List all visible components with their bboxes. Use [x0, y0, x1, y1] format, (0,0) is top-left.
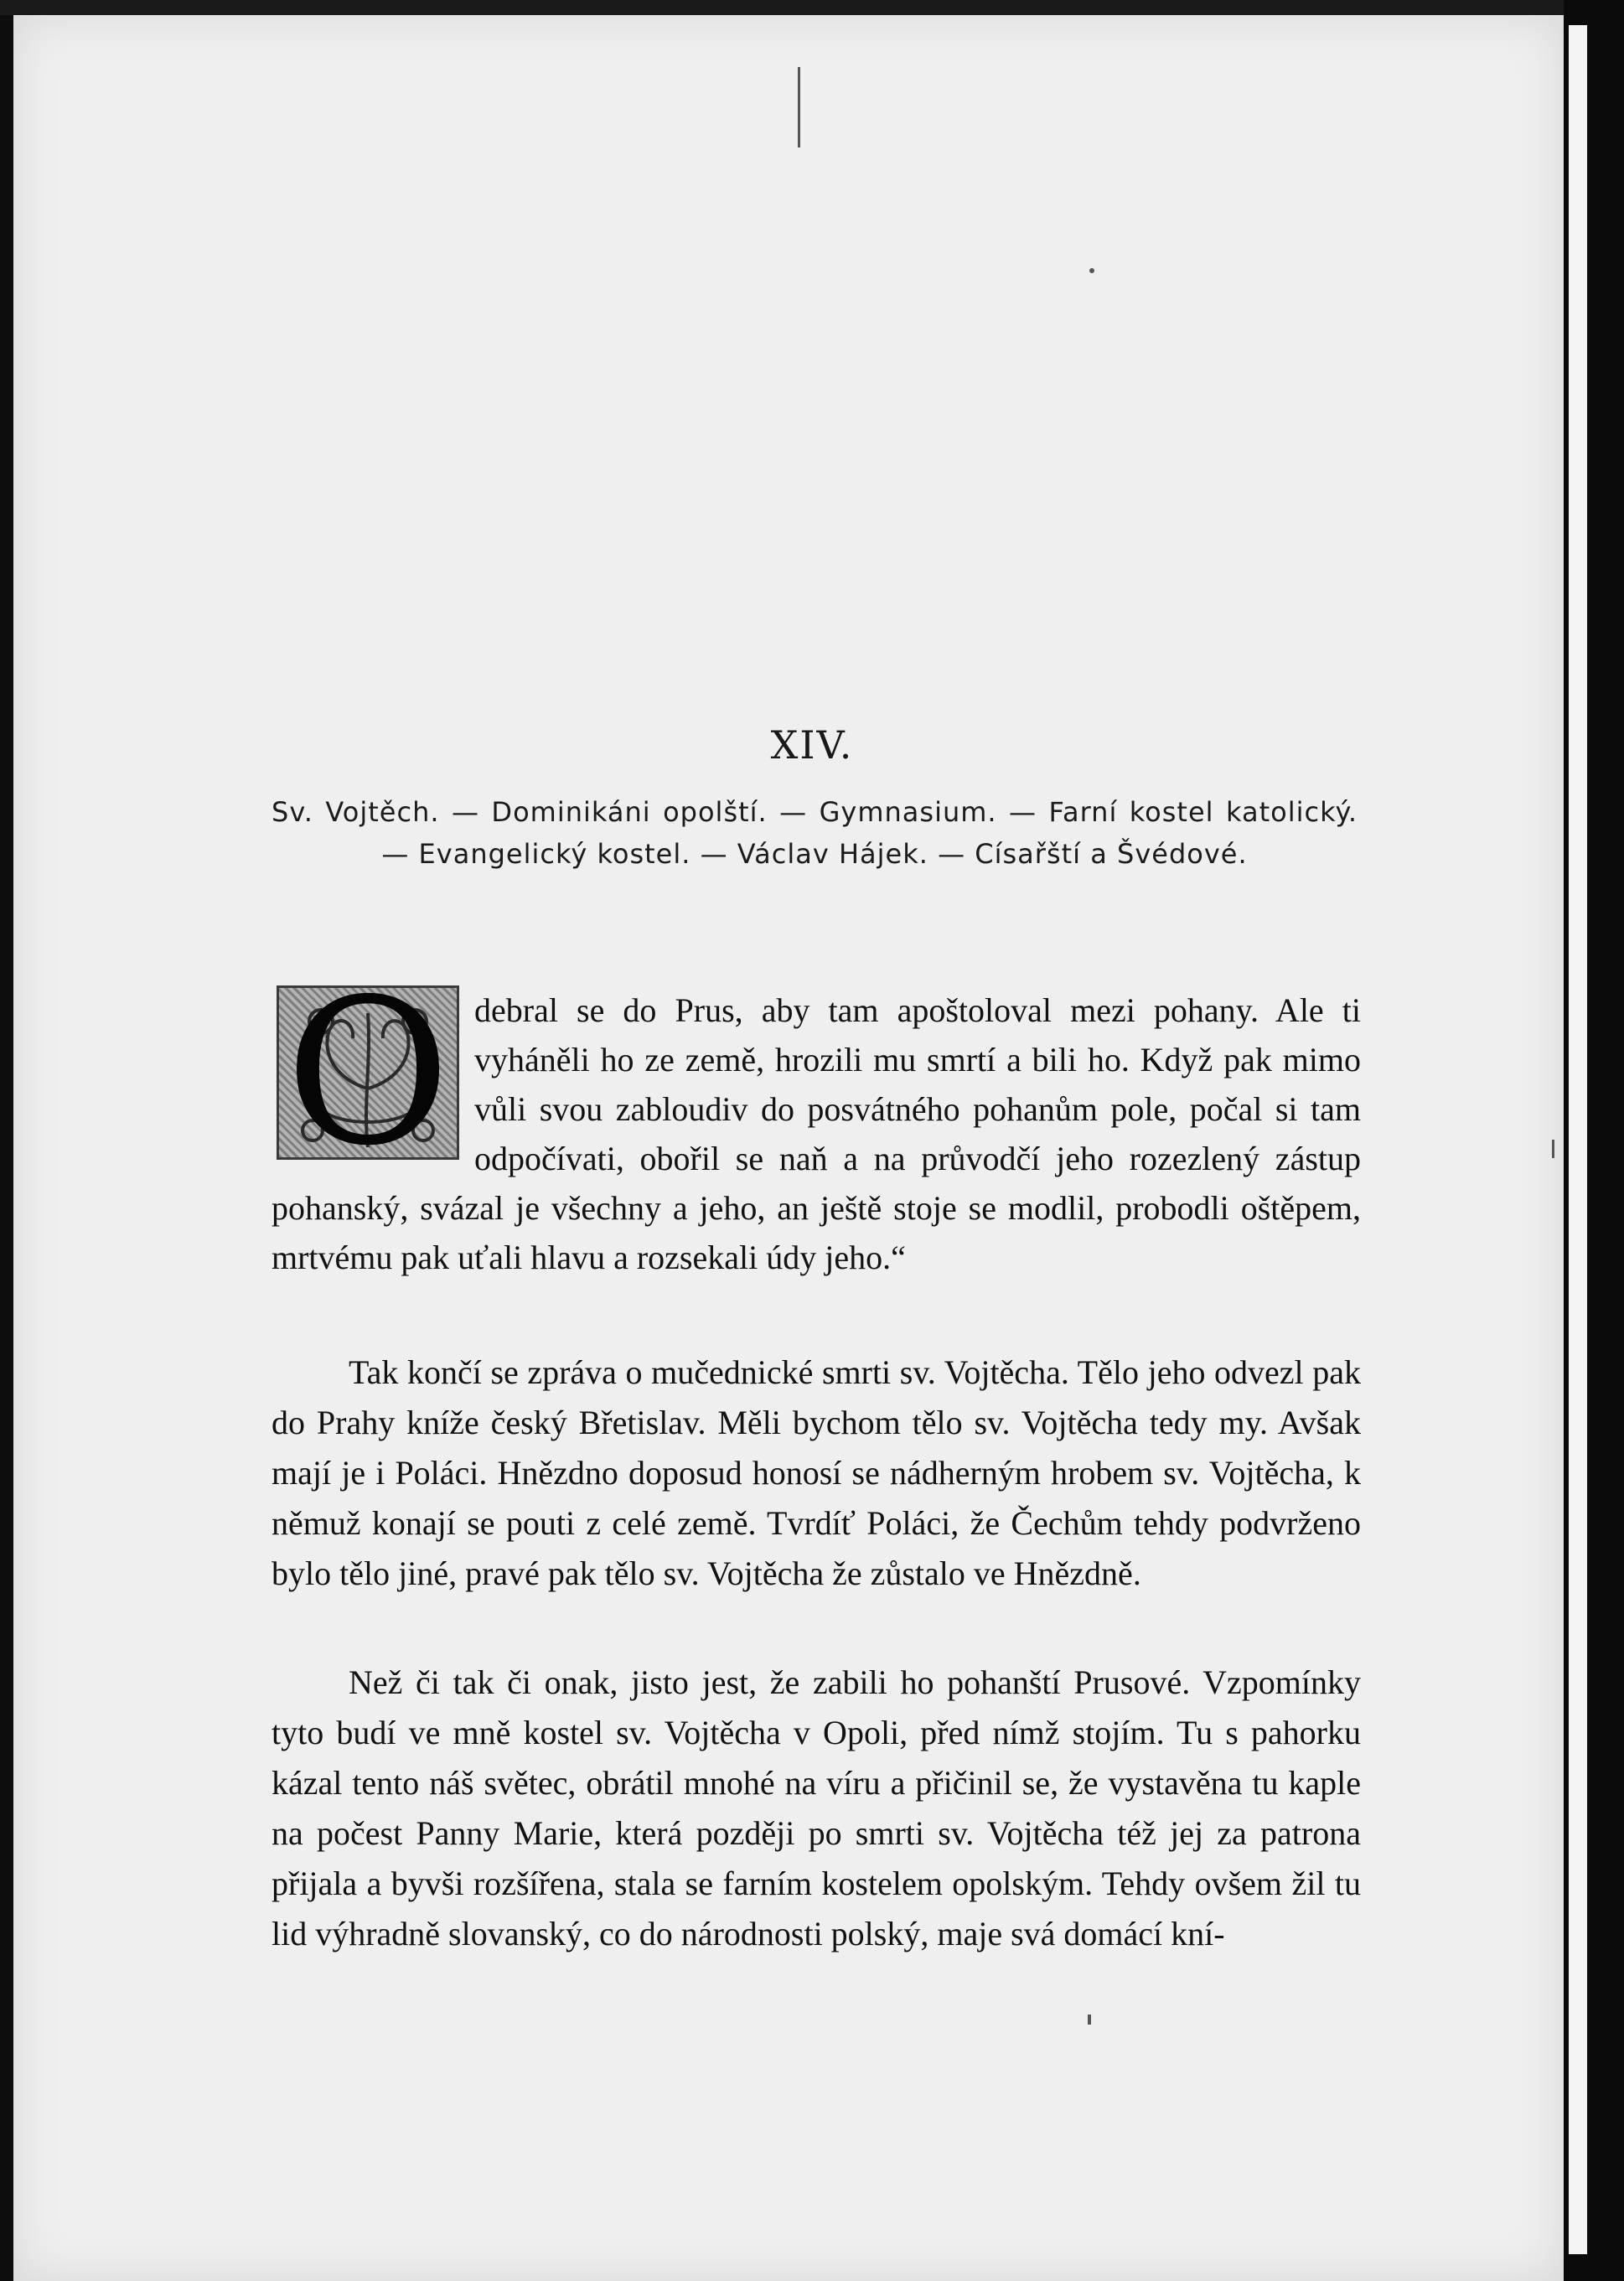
- paragraph-1-text: debral se do Prus, aby tam apoštoloval mezi pohany. Ale ti vyháněli ho ze země, hrozili mu smrtí a bili ho. Když pak mimo vůli svou zabloudiv do posvátného pohanům pole, počal si tam odpočívati, obořil se naň a na průvodčí jeho rozezlený zástup pohanský, svázal je všechny a jeho, an ještě stoje se modlil, probodli oštěpem, mrtvému pak uťali hlavu a rozsekali údy jeho.“: [272, 991, 1361, 1276]
- scan-top-border: [0, 0, 1564, 15]
- ornamental-initial-icon: [277, 955, 459, 1190]
- paragraph-3: Než či tak či onak, jisto jest, že zabili ho pohanští Prusové. Vzpomínky tyto budí ve mně kostel sv. Vojtěcha v Opoli, před nímž stojím. Tu s pahorku kázal tento náš světec, obrátil mnohé na víru a přičinil se, že vystavěna tu kaple na počest Panny Marie, která později po smrti sv. Vojtěcha též jej za patrona přijala a byvši rozšířena, stala se farním kostelem opolským. Tehdy ovšem žil tu lid výhradně slovanský, co do národnosti polský, maje svá domácí kní-: [272, 1663, 1361, 1953]
- paragraph-2: Tak končí se zpráva o mučednické smrti sv. Vojtěcha. Tělo jeho odvezl pak do Prahy kníže český Břetislav. Měli bychom tělo sv. Vojtěcha tedy my. Avšak mají je i Poláci. Hnězdno doposud honosí se nádherným hrobem sv. Vojtěcha, k němuž konají se pouti z celé země. Tvrdíť Poláci, že Čechům tehdy podvrženo bylo tělo jiné, pravé pak tělo sv. Vojtěcha že zůstalo ve Hnězdně.: [272, 1353, 1361, 1592]
- scan-speck: [1552, 1140, 1554, 1158]
- scan-speck: [1089, 268, 1094, 273]
- page-edge-strip: [1569, 25, 1587, 2254]
- paragraph-1: [272, 955, 1361, 1282]
- scan-speck: [1088, 2015, 1091, 2025]
- scan-speck: [798, 67, 800, 147]
- chapter-subtitle: Sv. Vojtěch. — Dominikáni opolští. — Gymnasium. — Farní kostel katolický. — Evangelický kostel. — Václav Hájek. — Císařští a Švédové.: [272, 796, 1358, 870]
- chapter-number: XIV.: [770, 722, 854, 768]
- initial-letter: O: [285, 955, 451, 1190]
